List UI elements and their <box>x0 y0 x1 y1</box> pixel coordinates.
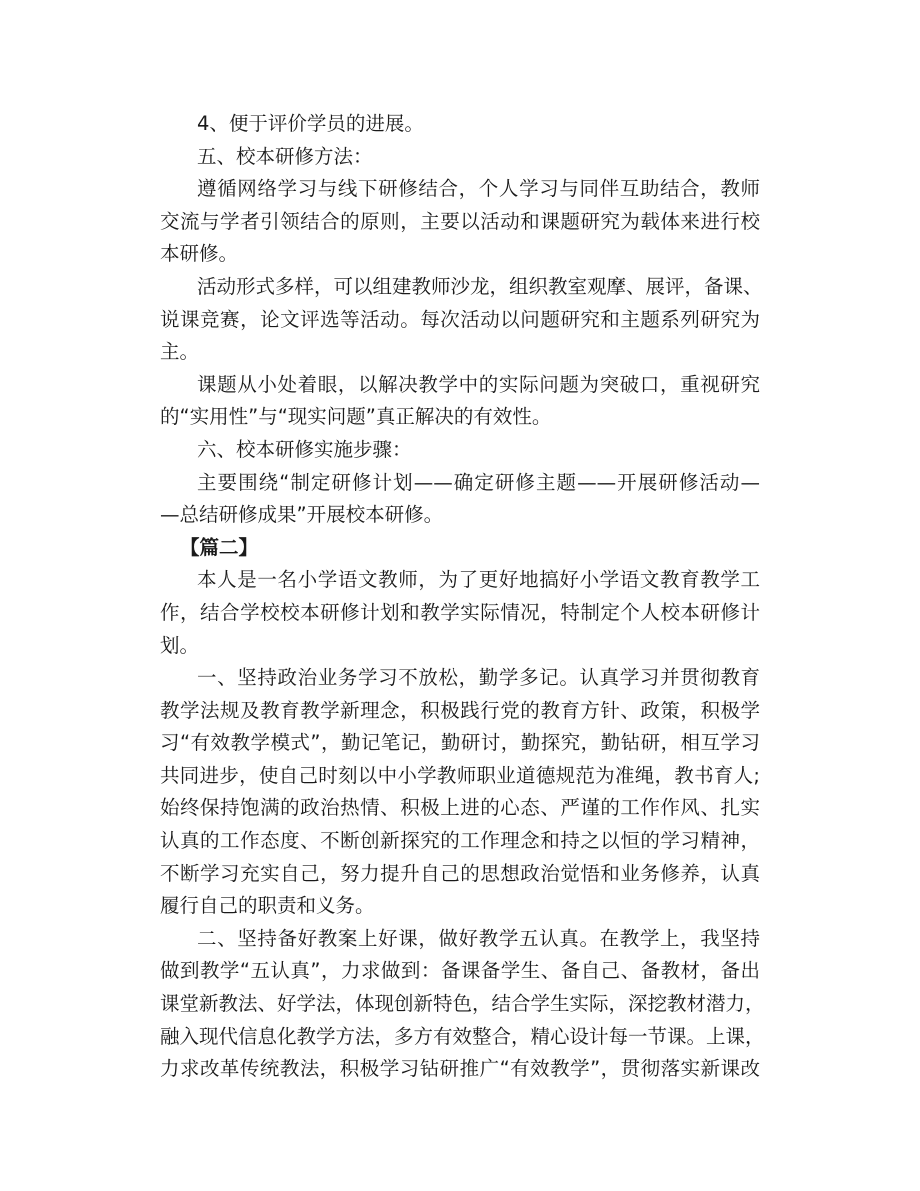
paragraph-first-line: 活动形式多样，可以组建教师沙龙，组织教室观摩、展评，备课、 <box>197 274 763 298</box>
paragraph-line: 划。 <box>160 633 200 657</box>
section-heading: 【篇二】 <box>180 535 259 559</box>
paragraph-line: 习“有效教学模式”，勤记笔记，勤研讨，勤探究，勤钻研，相互学习 <box>160 731 760 755</box>
paragraph-first-line: 二、坚持备好教案上好课，做好教学五认真。在教学上，我坚持 <box>197 926 760 950</box>
paragraph-first-line: 主要围绕“制定研修计划——确定研修主题——开展研修活动— <box>197 470 760 494</box>
paragraph-line: 课堂新教法、好学法，体现创新特色，结合学生实际，深挖教材潜力， <box>160 992 765 1016</box>
paragraph-line: 教学法规及教育教学新理念，积极践行党的教育方针、政策，积极学 <box>160 698 760 722</box>
paragraph-line: 履行自己的职责和义务。 <box>160 894 375 918</box>
paragraph-line: 作，结合学校校本研修计划和教学实际情况，特制定个人校本研修计 <box>160 600 760 624</box>
paragraph-first-line: 4、便于评价学员的进展。 <box>197 112 424 135</box>
paragraph-first-line: 六、校本研修实施步骤： <box>197 437 412 461</box>
paragraph-line: —总结研修成果”开展校本研修。 <box>160 503 444 527</box>
paragraph-first-line: 课题从小处着眼，以解决教学中的实际问题为突破口，重视研究 <box>197 372 760 396</box>
paragraph-line: 交流与学者引领结合的原则，主要以活动和课题研究为载体来进行校 <box>160 209 760 233</box>
paragraph-line: 不断学习充实自己，努力提升自己的思想政治觉悟和业务修养，认真 <box>160 861 760 885</box>
paragraph-line: 力求改革传统教法，积极学习钻研推广“有效教学”，贯彻落实新课改 <box>160 1057 760 1081</box>
paragraph-line: 始终保持饱满的政治热情、积极上进的心态、严谨的工作作风、扎实 <box>160 796 760 820</box>
paragraph-line: 说课竞赛，论文评选等活动。每次活动以问题研究和主题系列研究为 <box>160 307 760 331</box>
paragraph-line: 本研修。 <box>160 242 239 266</box>
paragraph-first-line: 遵循网络学习与线下研修结合，个人学习与同伴互助结合，教师 <box>197 177 760 201</box>
paragraph-line: 认真的工作态度、不断创新探究的工作理念和持之以恒的学习精神， <box>160 829 760 853</box>
paragraph-line: 主。 <box>160 340 200 364</box>
paragraph-line: 的“实用性”与“现实问题”真正解决的有效性。 <box>160 405 552 429</box>
document-body <box>160 108 765 1086</box>
paragraph-first-line: 五、校本研修方法： <box>197 144 373 168</box>
paragraph-first-line: 一、坚持政治业务学习不放松，勤学多记。认真学习并贯彻教育 <box>197 666 760 690</box>
paragraph-line: 做到教学“五认真”，力求做到：备课备学生、备自己、备教材，备出 <box>160 959 760 983</box>
paragraph-first-line: 本人是一名小学语文教师，为了更好地搞好小学语文教育教学工 <box>197 568 760 592</box>
paragraph-line: 共同进步，使自己时刻以中小学教师职业道德规范为准绳，教书育人; <box>160 763 760 787</box>
paragraph-line: 融入现代信息化教学方法，多方有效整合，精心设计每一节课。上课， <box>160 1024 765 1048</box>
